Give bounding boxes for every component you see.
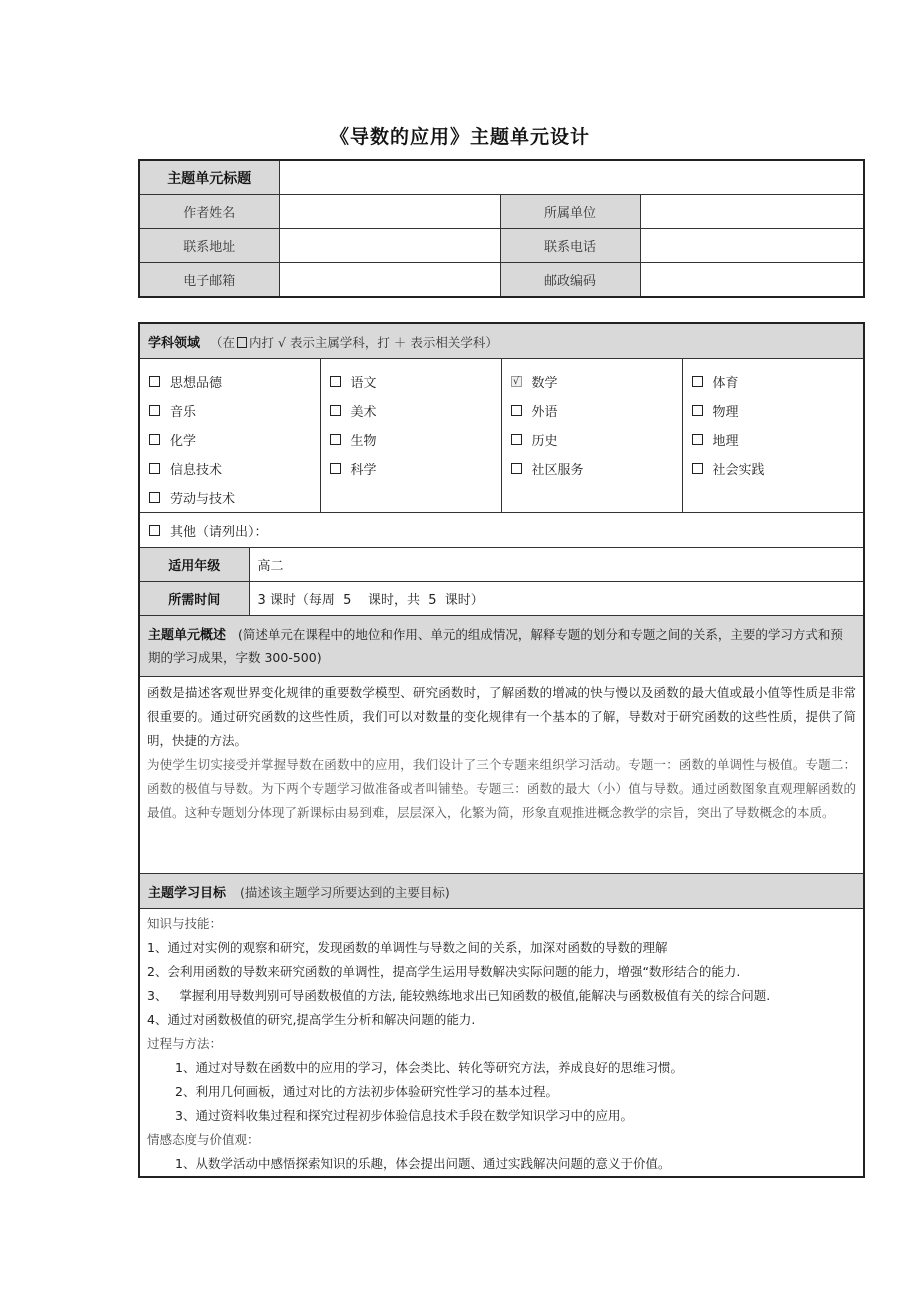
subject-option-label: 语文 (350, 376, 377, 391)
subject-option-label: 社区服务 (531, 463, 584, 478)
subject-option[interactable] (149, 425, 320, 454)
goals-item: 1、通过对导数在函数中的应用的学习，体会类比、转化等研究方法，养成良好的思维习惯。 (175, 1060, 683, 1075)
author-field[interactable] (279, 195, 500, 229)
subject-option-other[interactable] (149, 516, 863, 545)
checkbox-icon[interactable] (692, 405, 703, 416)
subject-option[interactable] (149, 367, 320, 396)
checkbox-icon[interactable] (330, 463, 341, 474)
goals-item: 2、会利用函数的导数来研究函数的单调性，提高学生运用导数解决实际问题的能力，增强“数形结合的能力. (147, 964, 741, 979)
grade-value[interactable]: 高二 (249, 548, 864, 582)
subject-option-label: 外语 (531, 405, 558, 420)
unit-field[interactable] (640, 195, 864, 229)
subject-option-label: 物理 (712, 405, 739, 420)
subject-option-label: 音乐 (170, 405, 197, 420)
checkbox-icon[interactable] (149, 463, 160, 474)
subject-option[interactable] (511, 454, 682, 483)
postcode-field[interactable] (640, 263, 864, 298)
goals-item: 3、通过资料收集过程和探究过程初步体验信息技术手段在数学知识学习中的应用。 (175, 1108, 633, 1123)
goals-header (139, 874, 864, 909)
phone-label: 联系电话 (500, 229, 640, 263)
subject-option-label: 科学 (350, 463, 377, 478)
checkbox-icon[interactable] (511, 434, 522, 445)
goals-item: 4、通过对函数极值的研究,提高学生分析和解决问题的能力. (147, 1012, 476, 1027)
info-table (138, 159, 865, 298)
unit-title-field[interactable] (279, 160, 864, 195)
email-field[interactable] (279, 263, 500, 298)
subject-option-label: 化学 (170, 434, 197, 449)
overview-note: (简述单元在课程中的地位和作用、单元的组成情况，解释专题的划分和专题之间的关系，主要的学习方式和预期的学习成果，字数 300-500) (148, 626, 843, 665)
subject-option[interactable] (692, 425, 864, 454)
subject-column-2 (320, 359, 501, 513)
checkbox-icon[interactable] (511, 405, 522, 416)
subject-column-4 (682, 359, 864, 513)
goals-category: 情感态度与价值观： (147, 1132, 260, 1147)
goals-item: 3、 掌握利用导数判别可导函数极值的方法, 能较熟练地求出已知函数的极值,能解决与函数极值有关的综合问题. (147, 988, 771, 1003)
unit-label: 所属单位 (500, 195, 640, 229)
goals-label: 主题学习目标 (148, 885, 227, 901)
author-label: 作者姓名 (139, 195, 279, 229)
time-value[interactable]: 3 课时（每周 5 课时，共 5 课时） (249, 582, 864, 616)
subject-option[interactable] (692, 396, 864, 425)
subject-option[interactable] (330, 425, 501, 454)
subject-option[interactable] (149, 483, 320, 512)
goals-item: 1、从数学活动中感悟探索知识的乐趣，体会提出问题、通过实践解决问题的意义于价值。 (175, 1156, 671, 1171)
checkbox-icon[interactable] (330, 376, 341, 387)
subject-option-label: 美术 (350, 405, 377, 420)
subject-column-1 (139, 359, 320, 513)
goals-body[interactable] (139, 909, 864, 1178)
address-field[interactable] (279, 229, 500, 263)
subject-area-note-suffix: 内打 √ 表示主属学科，打 ＋ 表示相关学科） (249, 334, 498, 350)
subject-option-label: 地理 (712, 434, 739, 449)
subject-option-math[interactable] (511, 367, 682, 396)
subject-option[interactable] (149, 396, 320, 425)
subject-area-note-prefix: （在 (210, 334, 236, 350)
subject-option-label: 数学 (531, 376, 558, 391)
subject-area-label: 学科领域 (148, 335, 201, 351)
checkbox-icon[interactable] (149, 434, 160, 445)
goals-note: (描述该主题学习所要达到的主要目标) (239, 884, 450, 900)
subject-area-header (139, 323, 864, 359)
goals-category: 知识与技能： (147, 916, 223, 931)
subject-option[interactable] (330, 454, 501, 483)
checkbox-icon[interactable] (149, 405, 160, 416)
checkbox-icon[interactable] (149, 376, 160, 387)
checkbox-icon[interactable] (692, 434, 703, 445)
subject-option[interactable] (511, 396, 682, 425)
overview-label: 主题单元概述 (148, 627, 227, 643)
checkbox-icon[interactable] (149, 525, 160, 536)
subject-option-label: 社会实践 (712, 463, 765, 478)
address-label: 联系地址 (139, 229, 279, 263)
subject-option-label: 历史 (531, 434, 558, 449)
checkbox-sample-icon (237, 337, 247, 348)
overview-body[interactable] (139, 677, 864, 874)
subject-option[interactable] (149, 454, 320, 483)
subject-option-label: 思想品德 (170, 376, 223, 391)
overview-paragraph: 为使学生切实接受并掌握导数在函数中的应用，我们设计了三个专题来组织学习活动。专题一：函数的单调性与极值。专题二：函数的极值与导数。为下两个专题学习做准备或者叫铺垫。专题三：函数的最大（小）值与导数。通过函数图象直观理解函数的最值。这种专题划分体现了新课标由易到难，层层深入，化繁为简，形象直观推进概念教学的宗旨，突出了导数概念的本质。 (147, 757, 856, 820)
phone-field[interactable] (640, 229, 864, 263)
subject-option[interactable] (330, 396, 501, 425)
goals-category: 过程与方法： (147, 1036, 223, 1051)
subject-option-label: 生物 (350, 434, 377, 449)
subject-option[interactable] (330, 367, 501, 396)
email-label: 电子邮箱 (139, 263, 279, 298)
other-subjects-row (139, 513, 864, 548)
overview-paragraph: 函数是描述客观世界变化规律的重要数学模型、研究函数时，了解函数的增减的快与慢以及函数的最大值或最小值等性质是非常很重要的。通过研究函数的这些性质，我们可以对数量的变化规律有一个基本的了解，导数对于研究函数的这些性质，提供了简明，快捷的方法。 (147, 685, 856, 748)
subject-option-label: 体育 (712, 376, 739, 391)
postcode-label: 邮政编码 (500, 263, 640, 298)
subject-option-label: 信息技术 (170, 463, 223, 478)
other-subjects-label: 其他（请列出）： (170, 524, 268, 540)
goals-item: 2、利用几何画板，通过对比的方法初步体验研究性学习的基本过程。 (175, 1084, 558, 1099)
subject-column-3 (501, 359, 682, 513)
subject-option[interactable] (511, 425, 682, 454)
subject-option[interactable] (692, 367, 864, 396)
subject-option-label: 劳动与技术 (170, 492, 236, 507)
main-table (138, 322, 865, 1178)
time-label: 所需时间 (139, 582, 249, 616)
goals-item: 1、通过对实例的观察和研究，发现函数的单调性与导数之间的关系，加深对函数的导数的理解 (147, 940, 668, 955)
subject-option[interactable] (692, 454, 864, 483)
unit-title-label: 主题单元标题 (139, 160, 279, 195)
checkmark-icon[interactable]: √ (511, 376, 522, 387)
page-title: 《导数的应用》主题单元设计 (329, 126, 590, 148)
checkbox-icon[interactable] (330, 405, 341, 416)
checkbox-icon[interactable] (149, 492, 160, 503)
grade-label: 适用年级 (139, 548, 249, 582)
checkbox-icon[interactable] (692, 463, 703, 474)
overview-header (139, 616, 864, 677)
checkbox-icon[interactable] (330, 434, 341, 445)
checkbox-icon[interactable] (511, 463, 522, 474)
checkbox-icon[interactable] (692, 376, 703, 387)
